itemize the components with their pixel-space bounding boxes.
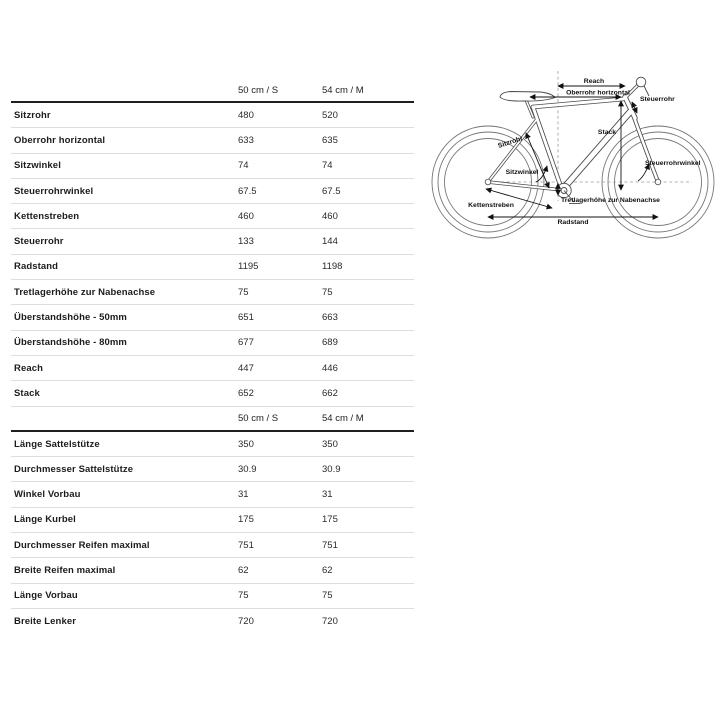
table-row — [11, 558, 414, 583]
geometry-table — [11, 80, 414, 634]
bike-geometry-diagram — [430, 55, 720, 247]
brake-lever — [644, 86, 649, 96]
table-header-row — [11, 407, 414, 432]
table-row — [11, 381, 414, 406]
sitzrohr-label: Sitzrohr — [497, 135, 524, 150]
table-row — [11, 432, 414, 457]
row-value: 62 — [238, 564, 249, 576]
row-label: Sitzwinkel — [14, 160, 61, 172]
front-hub — [655, 179, 661, 185]
row-value: 133 — [238, 236, 254, 248]
row-label: Oberrohr horizontal — [14, 134, 106, 146]
row-value: 751 — [238, 539, 254, 551]
steuerrohrwinkel-label: Steuerrohrwinkel — [645, 160, 701, 167]
column-header: 50 cm / S — [238, 85, 279, 96]
row-value: 175 — [322, 514, 338, 526]
row-label: Breite Lenker — [14, 616, 77, 628]
row-value: 62 — [322, 564, 333, 576]
table-header-row — [11, 80, 414, 103]
row-value: 30.9 — [238, 463, 257, 475]
table-row — [11, 179, 414, 204]
row-value: 720 — [322, 616, 338, 628]
sitzwinkel-label: Sitzwinkel — [505, 169, 539, 176]
column-header: 54 cm / M — [322, 85, 364, 96]
table-row — [11, 154, 414, 179]
table-row — [11, 204, 414, 229]
row-value: 652 — [238, 387, 254, 399]
table-row — [11, 508, 414, 533]
table-row — [11, 305, 414, 330]
row-label: Tretlagerhöhe zur Nabenachse — [14, 286, 156, 298]
row-value: 67.5 — [322, 185, 341, 197]
table-row — [11, 331, 414, 356]
row-value: 31 — [238, 489, 249, 501]
row-value: 144 — [322, 236, 338, 248]
tretlagerhoehe-label: Tretlagerhöhe zur Nabenachse — [561, 197, 660, 204]
stack-label: Stack — [597, 129, 617, 136]
rear-hub — [485, 179, 491, 185]
row-label: Überstandshöhe - 80mm — [14, 337, 127, 349]
row-value: 751 — [322, 539, 338, 551]
row-value: 446 — [322, 362, 338, 374]
column-header: 50 cm / S — [238, 412, 279, 424]
row-value: 689 — [322, 337, 338, 349]
row-value: 663 — [322, 312, 338, 324]
row-label: Länge Sattelstütze — [14, 438, 100, 450]
row-value: 662 — [322, 387, 338, 399]
row-label: Radstand — [14, 261, 59, 273]
row-value: 30.9 — [322, 463, 341, 475]
row-value: 350 — [322, 438, 338, 450]
kettenstreben-label: Kettenstreben — [468, 202, 514, 209]
row-value: 1198 — [322, 261, 343, 273]
row-label: Breite Reifen maximal — [14, 564, 116, 576]
table-row — [11, 609, 414, 634]
row-value: 635 — [322, 134, 338, 146]
row-label: Winkel Vorbau — [14, 489, 81, 501]
row-value: 74 — [322, 160, 333, 172]
row-value: 75 — [238, 590, 249, 602]
row-value: 31 — [322, 489, 333, 501]
radstand-label: Radstand — [557, 219, 589, 226]
reach-label: Reach — [583, 78, 605, 85]
row-label: Steuerrohr — [14, 236, 64, 248]
row-value: 447 — [238, 362, 254, 374]
row-value: 460 — [322, 210, 338, 222]
row-value: 75 — [238, 286, 249, 298]
table-row — [11, 255, 414, 280]
row-value: 75 — [322, 590, 333, 602]
row-value: 175 — [238, 514, 254, 526]
row-label: Reach — [14, 362, 44, 374]
table-row — [11, 103, 414, 128]
row-label: Überstandshöhe - 50mm — [14, 312, 127, 324]
row-value: 651 — [238, 312, 254, 324]
table-row — [11, 457, 414, 482]
steuerrohr-label: Steuerrohr — [640, 96, 675, 103]
row-value: 520 — [322, 109, 338, 121]
row-label: Länge Kurbel — [14, 514, 76, 526]
table-row — [11, 482, 414, 507]
row-label: Sitzrohr — [14, 109, 51, 121]
row-value: 480 — [238, 109, 254, 121]
table-row — [11, 533, 414, 558]
row-value: 74 — [238, 160, 249, 172]
row-value: 1195 — [238, 261, 259, 273]
table-row — [11, 128, 414, 153]
row-label: Steuerrohrwinkel — [14, 185, 94, 197]
table-row — [11, 229, 414, 254]
row-label: Durchmesser Sattelstütze — [14, 463, 134, 475]
row-value: 75 — [322, 286, 333, 298]
row-value: 350 — [238, 438, 254, 450]
saddle — [500, 92, 555, 102]
row-value: 460 — [238, 210, 254, 222]
row-label: Durchmesser Reifen maximal — [14, 539, 150, 551]
row-label: Stack — [14, 387, 40, 399]
handlebar-grip — [636, 77, 646, 87]
table-row — [11, 584, 414, 609]
row-value: 633 — [238, 134, 254, 146]
row-value: 67.5 — [238, 185, 257, 197]
row-value: 720 — [238, 616, 254, 628]
row-label: Länge Vorbau — [14, 590, 78, 602]
oberrohr-label: Oberrohr horizontal — [566, 89, 630, 97]
row-value: 677 — [238, 337, 254, 349]
column-header: 54 cm / M — [322, 412, 364, 424]
table-row — [11, 356, 414, 381]
row-label: Kettenstreben — [14, 210, 80, 222]
table-row — [11, 280, 414, 305]
